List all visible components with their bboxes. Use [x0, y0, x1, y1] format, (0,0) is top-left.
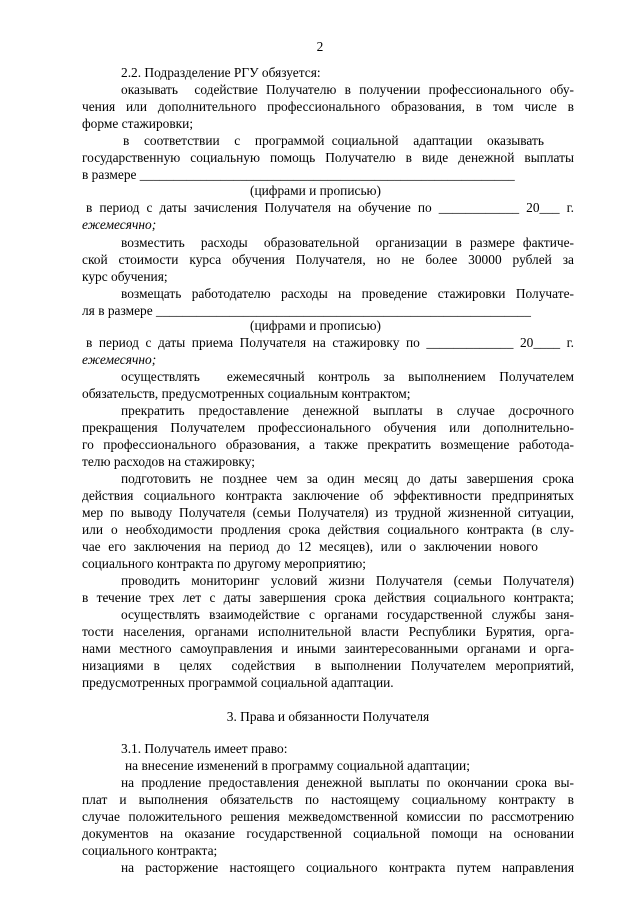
- text-line: в период с даты приема Получателя на стажировку по _____________ 20____ г.: [86, 335, 574, 350]
- text-line: или о необходимости продления срока действия социального контракта (в слу-: [82, 522, 574, 537]
- text-line: в размере ________________________________________________________: [82, 167, 515, 182]
- text-line: ежемесячно;: [82, 217, 157, 232]
- text-line: (цифрами и прописью): [250, 318, 382, 333]
- text-line: на внесение изменений в программу социальной адаптации;: [125, 758, 470, 773]
- text-line: плат и выполнения обязательств по настоящему социальному контракту в: [82, 792, 574, 807]
- text-line: (цифрами и прописью): [250, 183, 382, 198]
- text-line: государственную социальную помощь Получателю в виде денежной выплаты: [82, 150, 574, 165]
- text-line: оказывать содействие Получателю в получении профессионального обу-: [121, 82, 574, 97]
- text-line: курс обучения;: [82, 269, 168, 284]
- text-line: действия социального контракта заключение об эффективности предпринятых: [82, 488, 574, 503]
- text-line: на продление предоставления денежной выплаты по окончании срока вы-: [121, 775, 574, 790]
- text-line: чения или дополнительного профессионального образования, в том числе в: [82, 99, 574, 114]
- text-line: прекратить предоставление денежной выплаты в случае досрочного: [121, 403, 574, 418]
- text-line: проводить мониторинг условий жизни Получателя (семьи Получателя): [121, 573, 574, 588]
- text-line: ской стоимости курса обучения Получателя, но не более 30000 рублей за: [82, 252, 574, 267]
- text-line: на расторжение настоящего социального контракта путем направления: [121, 860, 574, 875]
- text-line: случае положительного решения межведомственной комиссии по рассмотрению: [82, 809, 574, 824]
- text-line: в период с даты зачисления Получателя на обучение по ____________ 20___ г.: [86, 200, 574, 215]
- text-line: нами местного самоуправления и иными заинтересованными органами и орга-: [82, 641, 574, 656]
- text-line: обязательств, предусмотренных социальным контрактом;: [82, 386, 411, 401]
- text-line: документов на оказание государственной социальной помощи на основании: [82, 826, 574, 841]
- text-line: тости населения, органами исполнительной власти Республики Бурятия, орга-: [82, 624, 574, 639]
- text-line: осуществлять ежемесячный контроль за выполнением Получателем: [121, 369, 574, 384]
- text-line: социального контракта по другому мероприятию;: [82, 556, 366, 571]
- text-line: 3.1. Получатель имеет право:: [121, 741, 288, 756]
- text-line: телю расходов на стажировку;: [82, 454, 255, 469]
- text-line: прекращения Получателем профессионального обучения или дополнительно-: [82, 420, 574, 435]
- page-number: 2: [316, 39, 324, 54]
- text-line: предусмотренных программой социальной адаптации.: [82, 675, 394, 690]
- text-line: подготовить не позднее чем за один месяц до даты завершения срока: [121, 471, 574, 486]
- text-line: в течение трех лет с даты завершения срока действия социального контракта;: [82, 590, 574, 605]
- text-line: ежемесячно;: [82, 352, 157, 367]
- text-line: возмещать работодателю расходы на проведение стажировки Получате-: [121, 286, 574, 301]
- text-line: 2.2. Подразделение РГУ обязуется:: [121, 65, 321, 80]
- text-line: чае его заключения на период до 12 месяцев), или о заключении нового: [82, 539, 538, 554]
- text-line: мер по выводу Получателя (семьи Получателя) из трудной жизненной ситуации,: [82, 505, 574, 520]
- text-line: осуществлять взаимодействие с органами государственной службы заня-: [121, 607, 574, 622]
- text-line: в соответствии с программой социальной адаптации оказывать: [123, 133, 544, 148]
- text-line: го профессионального образования, а также прекратить возмещение работода-: [82, 437, 574, 452]
- text-line: ля в размере ________________________________________________________: [82, 303, 531, 318]
- text-line: возместить расходы образовательной организации в размере фактиче-: [121, 235, 574, 250]
- text-line: социального контракта;: [82, 843, 218, 858]
- text-line: низациями в целях содействия в выполнении Получателем мероприятий,: [82, 658, 574, 673]
- text-line: форме стажировки;: [82, 116, 194, 131]
- section-heading: 3. Права и обязанности Получателя: [226, 709, 430, 724]
